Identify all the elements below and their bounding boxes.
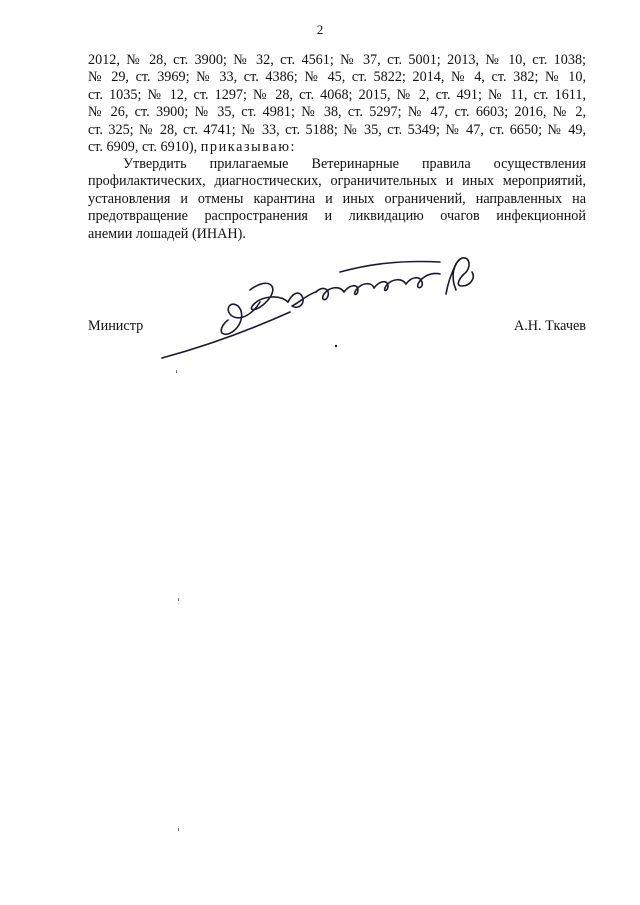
scan-speck	[176, 370, 177, 373]
decision-line: анемии лошадей (ИНАН).	[88, 225, 246, 242]
citation-line: № 26, ст. 3900; № 35, ст. 4981; № 38, ст. 5297; № 47, ст. 6603; 2016, № 2,	[88, 104, 586, 121]
scan-speck	[178, 828, 179, 831]
signer-position: Министр	[88, 318, 144, 334]
citation-line: 2012, № 28, ст. 3900; № 32, ст. 4561; № 37, ст. 5001; 2013, № 10, ст. 1038;	[88, 52, 586, 68]
page-number: 2	[316, 22, 324, 37]
decision-line: установления и отмены карантина и иных ограничений, направленных на	[88, 190, 586, 207]
decision-line: профилактических, диагностических, ограничительных и иных мероприятий,	[88, 173, 586, 190]
citation-line: ст. 1035; № 12, ст. 1297; № 28, ст. 4068; 2015, № 2, ст. 491; № 11, ст. 1611,	[88, 86, 586, 103]
citation-line: № 29, ст. 3969; № 33, ст. 4386; № 45, ст. 5822; 2014, № 4, ст. 382; № 10,	[88, 69, 586, 86]
citation-line-final	[88, 139, 586, 156]
handwritten-signature	[150, 250, 495, 380]
decision-line: Утвердить прилагаемые Ветеринарные правила осуществления	[123, 156, 586, 172]
order-word: приказываю:	[200, 139, 297, 156]
citation-line-final-text: ст. 6909, ст. 6910),	[88, 139, 201, 156]
decision-line: предотвращение распространения и ликвидацию очагов инфекционной	[88, 208, 586, 225]
signer-name: А.Н. Ткачев	[514, 318, 586, 334]
scan-speck	[178, 598, 179, 601]
decision-paragraph	[88, 156, 586, 243]
citation-line: ст. 325; № 28, ст. 4741; № 33, ст. 5188; № 35, ст. 5349; № 47, ст. 6650; № 49,	[88, 121, 586, 138]
legal-citations-paragraph	[88, 52, 586, 156]
